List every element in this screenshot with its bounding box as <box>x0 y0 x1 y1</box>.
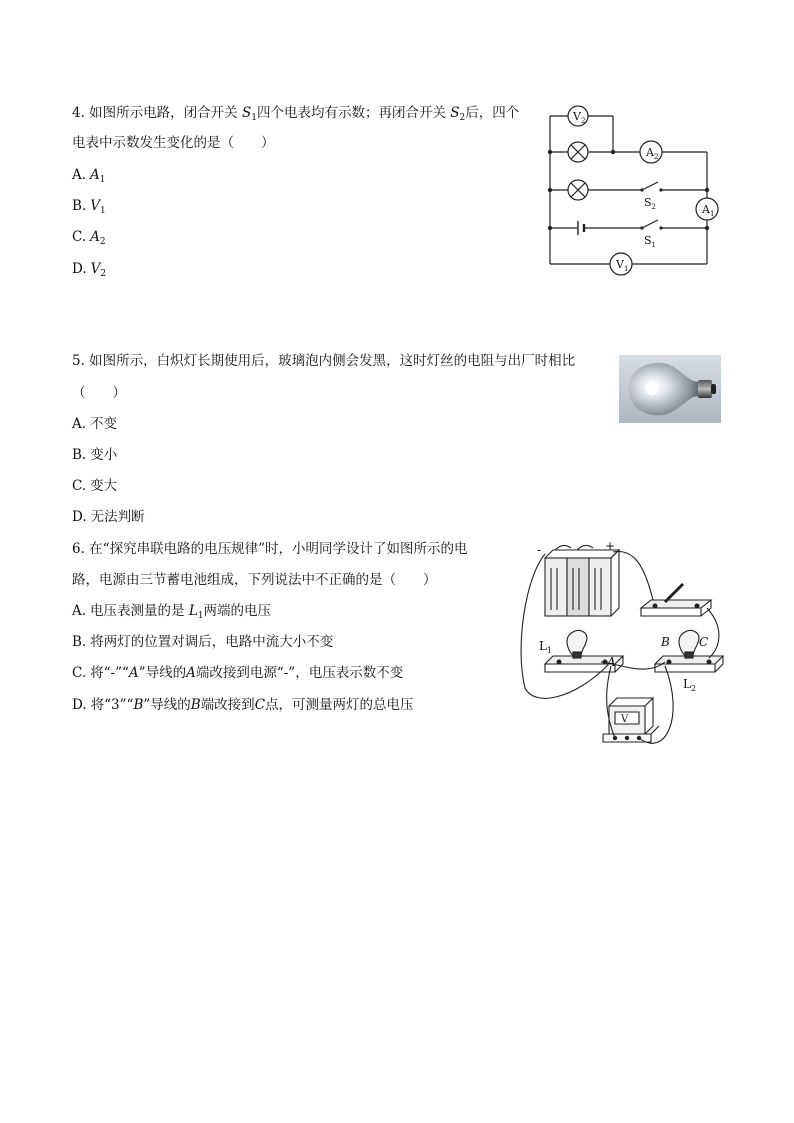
q5-stem-line2: （ ） <box>72 385 126 401</box>
option-sub: 2 <box>100 269 107 279</box>
q4-stem-text: 四个电表均有示数；再闭合开关 <box>256 105 451 121</box>
meter-v1-label: V <box>616 258 624 271</box>
meter-a2-sub: 2 <box>653 153 659 161</box>
option-text: 变小 <box>90 447 118 463</box>
q4-option-d[interactable] <box>72 260 106 283</box>
lamp-l1-sub: 1 <box>546 646 553 655</box>
q6-stem-line2: 路，电源由三节蓄电池组成，下列说法中不正确的是（ ） <box>72 572 437 588</box>
q4-stem-line2: 电表中示数发生变化的是（ ） <box>72 135 275 151</box>
option-sub: 2 <box>99 237 106 247</box>
q4-stem-text: 4. 如图所示电路，闭合开关 <box>72 105 242 121</box>
q5-option-b[interactable] <box>72 446 117 464</box>
q5-option-d[interactable] <box>72 508 145 526</box>
q5-option-c[interactable] <box>72 477 117 495</box>
q4-stem-line1 <box>72 104 519 127</box>
meter-v1-sub: 1 <box>623 265 629 273</box>
q4-var-s: S <box>450 105 460 121</box>
option-letter: D. <box>72 697 87 713</box>
terminal-c-label: C <box>699 635 709 649</box>
option-text: 将“3”“ <box>90 697 134 713</box>
meter-v2-label: V <box>573 110 581 123</box>
q6-circuit-illustration <box>515 538 725 758</box>
option-var: L <box>188 603 198 619</box>
terminal-b-label: B <box>661 635 670 649</box>
option-text: 将“-”“ <box>90 665 129 681</box>
q6-option-c[interactable] <box>72 664 403 682</box>
meter-v2-sub: 2 <box>580 117 586 125</box>
option-text: ”导线的 <box>143 697 191 713</box>
option-var: A <box>90 229 100 245</box>
lamp-l2-sub: 2 <box>690 684 697 693</box>
option-letter: C. <box>72 665 87 681</box>
q4-var-sub: 1 <box>251 113 257 123</box>
q6-option-b[interactable] <box>72 633 333 651</box>
option-var: V <box>90 261 101 277</box>
q6-option-d[interactable] <box>72 696 414 714</box>
svg-text:S2 <box>644 196 656 211</box>
option-letter: D. <box>72 261 87 277</box>
option-letter: A. <box>72 603 87 619</box>
option-text: 变大 <box>90 478 118 494</box>
option-letter: D. <box>72 509 87 525</box>
option-letter: B. <box>72 634 87 650</box>
meter-a2-label: A <box>646 146 654 159</box>
meter-a1-sub: 1 <box>709 210 715 218</box>
option-var: B <box>190 697 201 713</box>
svg-text:L2 <box>683 677 696 693</box>
q4-var-s: S <box>241 105 252 121</box>
voltmeter-label: V <box>621 714 629 725</box>
option-var: B <box>133 697 144 713</box>
option-letter: B. <box>72 447 87 463</box>
battery-minus-label: - <box>537 543 542 557</box>
option-text: 无法判断 <box>90 509 145 525</box>
switch-s2-label: S <box>644 196 652 209</box>
q5-stem-line1: 5. 如图所示，白炽灯长期使用后，玻璃泡内侧会发黑，这时灯丝的电阻与出厂时相比 <box>72 353 576 369</box>
q4-circuit-diagram <box>540 100 730 280</box>
switch-s1-sub: 1 <box>651 241 657 249</box>
option-text: 不变 <box>90 416 118 432</box>
option-var: A <box>90 167 100 183</box>
option-text: ”导线的 <box>138 665 187 681</box>
option-sub: 1 <box>99 206 106 216</box>
q4-option-b[interactable] <box>72 197 106 220</box>
option-letter: B. <box>72 198 87 214</box>
meter-a1-label: A <box>702 203 710 216</box>
q6-option-a[interactable] <box>72 602 271 625</box>
q4-option-a[interactable] <box>72 166 106 189</box>
switch-s1-label: S <box>644 234 652 247</box>
option-letter: C. <box>72 478 87 494</box>
terminal-a-label: A <box>607 655 616 669</box>
svg-text:V2 <box>572 110 585 125</box>
option-letter: A. <box>72 416 87 432</box>
option-text: 电压表测量的是 <box>90 603 189 619</box>
option-sub: 1 <box>99 175 106 185</box>
option-text: 端改接到电源“-”，电压表示数不变 <box>195 665 404 681</box>
option-sub: 1 <box>197 611 204 621</box>
option-letter: A. <box>72 167 87 183</box>
q4-var-sub: 2 <box>459 113 466 123</box>
option-letter: C. <box>72 229 87 245</box>
option-var: A <box>128 665 139 681</box>
svg-text:A2 <box>645 146 658 161</box>
option-text: 将两灯的位置对调后，电路中流大小不变 <box>90 634 334 650</box>
q6-stem-line1: 6. 在“探究串联电路的电压规律”时，小明同学设计了如图所示的电 <box>72 541 468 557</box>
option-text: 点，可测量两灯的总电压 <box>265 697 414 713</box>
lamp-l2-label: L <box>683 677 691 691</box>
option-text: 端改接到 <box>200 697 255 713</box>
q5-option-a[interactable] <box>72 415 117 433</box>
svg-text:S1 <box>644 234 656 249</box>
q5-light-bulb-photo <box>619 355 721 423</box>
option-var: C <box>254 697 266 713</box>
q4-option-c[interactable] <box>72 228 106 251</box>
option-var: V <box>90 198 100 214</box>
lamp-l1-label: L <box>539 639 547 653</box>
option-text: 两端的电压 <box>203 603 272 619</box>
svg-text:L1 <box>539 639 552 655</box>
q4-stem-text: 后，四个 <box>465 105 520 121</box>
switch-s2-sub: 2 <box>651 203 657 211</box>
option-var: A <box>186 665 196 681</box>
battery-plus-label: + <box>605 539 616 553</box>
